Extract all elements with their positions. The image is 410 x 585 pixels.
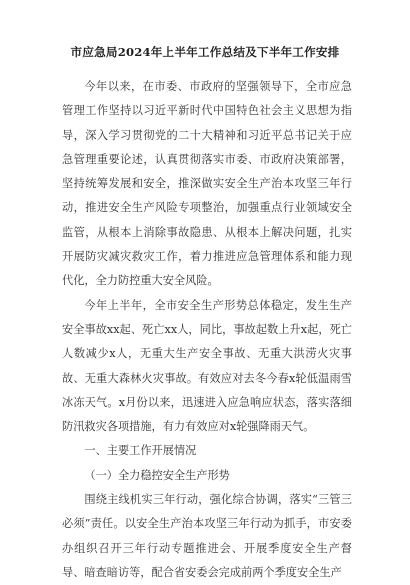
- section-heading: 一、主要工作开展情况: [84, 444, 197, 458]
- summary-paragraph: 今年上半年，全市安全生产形势总体稳定，发生生产安全事故xx起、死亡xx人，同比，事故起数上升x起，死亡人数减少x人，无重大生产安全事故、无重大洪涝火灾事故、无重大森林火灾事故。有效应对去冬今春x轮低温雨雪冰冻天气。x月份以来，迅速进入应急响应状态，落实落细防汛救灾各项措施，有力有效应对x轮强降雨天气。: [62, 298, 352, 434]
- intro-paragraph: 今年以来，在市委、市政府的坚强领导下，全市应急管理工作坚持以习近平新时代中国特色社会主义思想为指导，深入学习贯彻党的二十大精神和习近平总书记关于应急管理重要论述，认真贯彻落实市委、市政府决策部署，坚持统筹发展和安全，推深做实安全生产治本攻坚三年行动，推进安全生产风险专项整治，加强重点行业领域安全监管，从根本上消除事故隐患、从根本上解决问题，扎实开展防灾减灾救灾工作，着力推进应急管理体系和能力现代化，全力防控重大安全风险。: [62, 80, 352, 288]
- document-body: [62, 75, 352, 585]
- document-title: 市应急局2024年上半年工作总结及下半年工作安排: [70, 45, 340, 59]
- section-paragraph: 围绕主线机实三年行动，强化综合协调，落实“三管三必须”责任。以安全生产治本攻坚三年行动为抓手，市安委办组织召开三年行动专题推进会、开展季度安全生产督导、暗查暗访等，配合省安委会完成前两个季度安全生产: [62, 493, 352, 579]
- subsection-heading: （一）全力稳控安全生产形势: [84, 468, 230, 482]
